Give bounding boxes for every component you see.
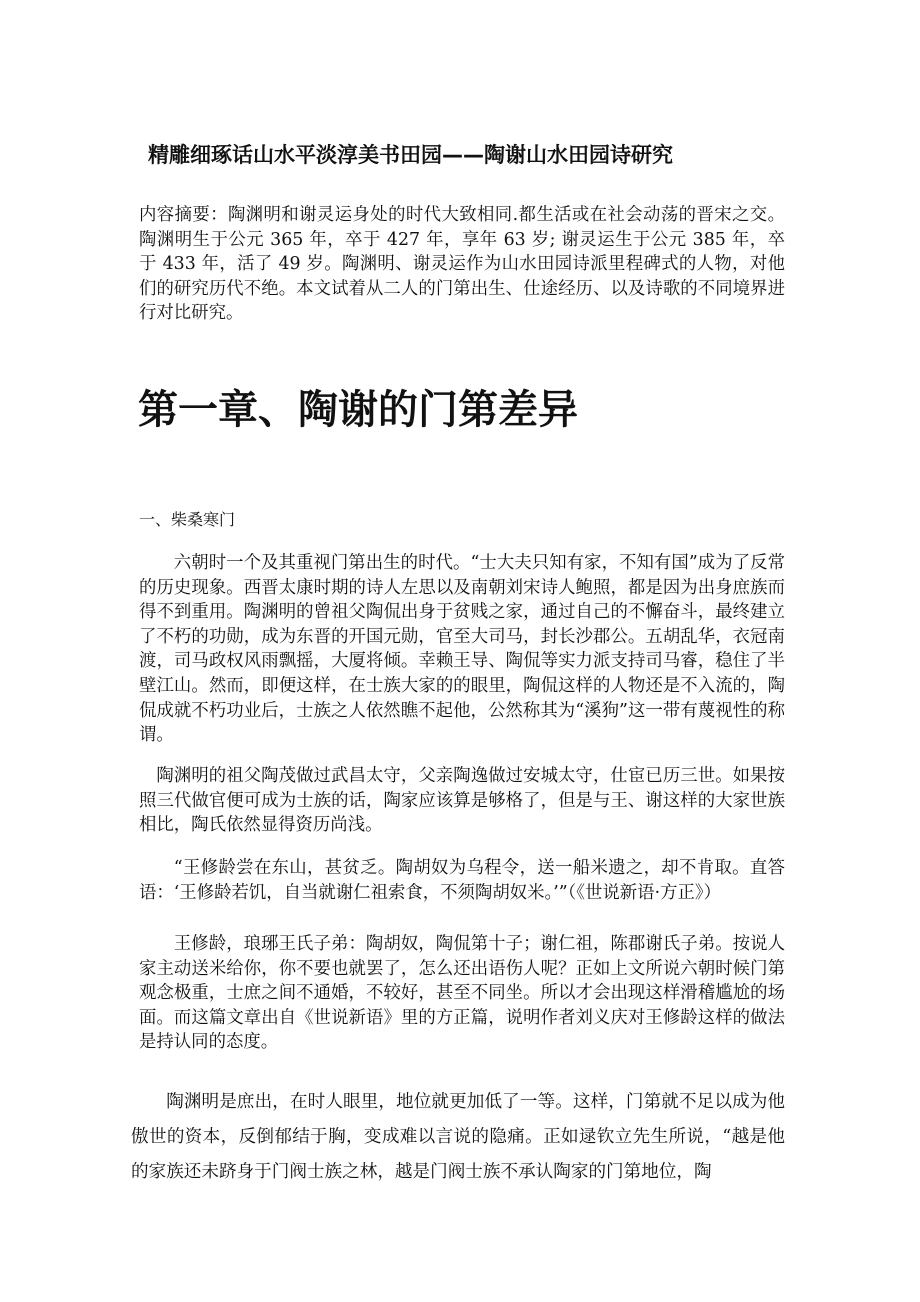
body-paragraph: 陶渊明是庶出，在时人眼里，地位就更加低了一等。这样，门第就不足以成为他傲世的资本，反倒郁结于胸，变成难以言说的隐痛。正如逯钦立先生所说，“越是他的家族还未跻身于门阀士族之林，越是门阀士族不承认陶家的门第地位，陶 xyxy=(131,1092,785,1182)
body-paragraph-2-block xyxy=(139,764,785,838)
body-paragraph: 六朝时一个及其重视门第出生的时代。“士大夫只知有家，不知有国”成为了反常的历史现象。西晋太康时期的诗人左思以及南朝刘宋诗人鲍照，都是因为出身庶族而得不到重用。陶渊明的曾祖父陶侃出身于贫贱之家，通过自己的不懈奋斗，最终建立了不朽的功勋，成为东晋的开国元勋，官至大司马，封长沙郡公。五胡乱华，衣冠南渡，司马政权风雨飘摇，大厦将倾。幸赖王导、陶侃等实力派支持司马睿，稳住了半壁江山。然而，即便这样，在士族大家的的眼里，陶侃这样的人物还是不入流的，陶侃成就不朽功业后，士族之人依然瞧不起他，公然称其为“溪狗”这一带有蔑视性的称谓。 xyxy=(139,553,785,746)
quotation-block xyxy=(139,856,785,905)
document-title: 精雕细琢话山水平淡淳美书田园——陶谢山水田园诗研究 xyxy=(148,143,673,167)
body-paragraph-1-block xyxy=(139,551,785,748)
body-paragraph: 陶渊明的祖父陶茂做过武昌太守，父亲陶逸做过安城太守，仕宦已历三世。如果按照三代做官便可成为士族的话，陶家应该算是够格了，但是与王、谢这样的大家世族相比，陶氏依然显得资历尚浅。 xyxy=(139,766,785,836)
chapter-heading: 第一章、陶谢的门第差异 xyxy=(138,386,578,433)
body-paragraph: 王修龄，琅琊王氏子弟：陶胡奴，陶侃第十子；谢仁祖，陈郡谢氏子弟。按说人家主动送米给你，你不要也就罢了，怎么还出语伤人呢？正如上文所说六朝时候门第观念极重，士庶之间不通婚，不较好，甚至不同坐。所以才会出现这样滑稽尴尬的场面。而这篇文章出自《世说新语》里的方正篇，说明作者刘义庆对王修龄这样的做法是持认同的态度。 xyxy=(139,934,785,1053)
abstract-block xyxy=(139,203,785,326)
quotation-paragraph: “王修龄尝在东山，甚贫乏。陶胡奴为乌程令，送一船米遗之，却不肯取。直答语：‘王修龄若饥，自当就谢仁祖索食，不须陶胡奴米。’”（《世说新语·方正》） xyxy=(139,858,785,903)
body-paragraph-5-block xyxy=(131,1085,785,1190)
section-heading: 一、柴桑寒门 xyxy=(139,510,236,529)
body-paragraph-4-block xyxy=(139,932,785,1055)
abstract-paragraph: 内容摘要：陶渊明和谢灵运身处的时代大致相同.都生活或在社会动荡的晋宋之交。陶渊明生于公元 365 年，卒于 427 年，享年 63 岁; 谢灵运生于公元 385 年，卒于 433 年，活了 49 岁。陶渊明、谢灵运作为山水田园诗派里程碑式的人物，对他们的研究历代不绝。本文试着从二人的门第出生、仕途经历、以及诗歌的不同境界进行对比研究。 xyxy=(139,205,785,324)
